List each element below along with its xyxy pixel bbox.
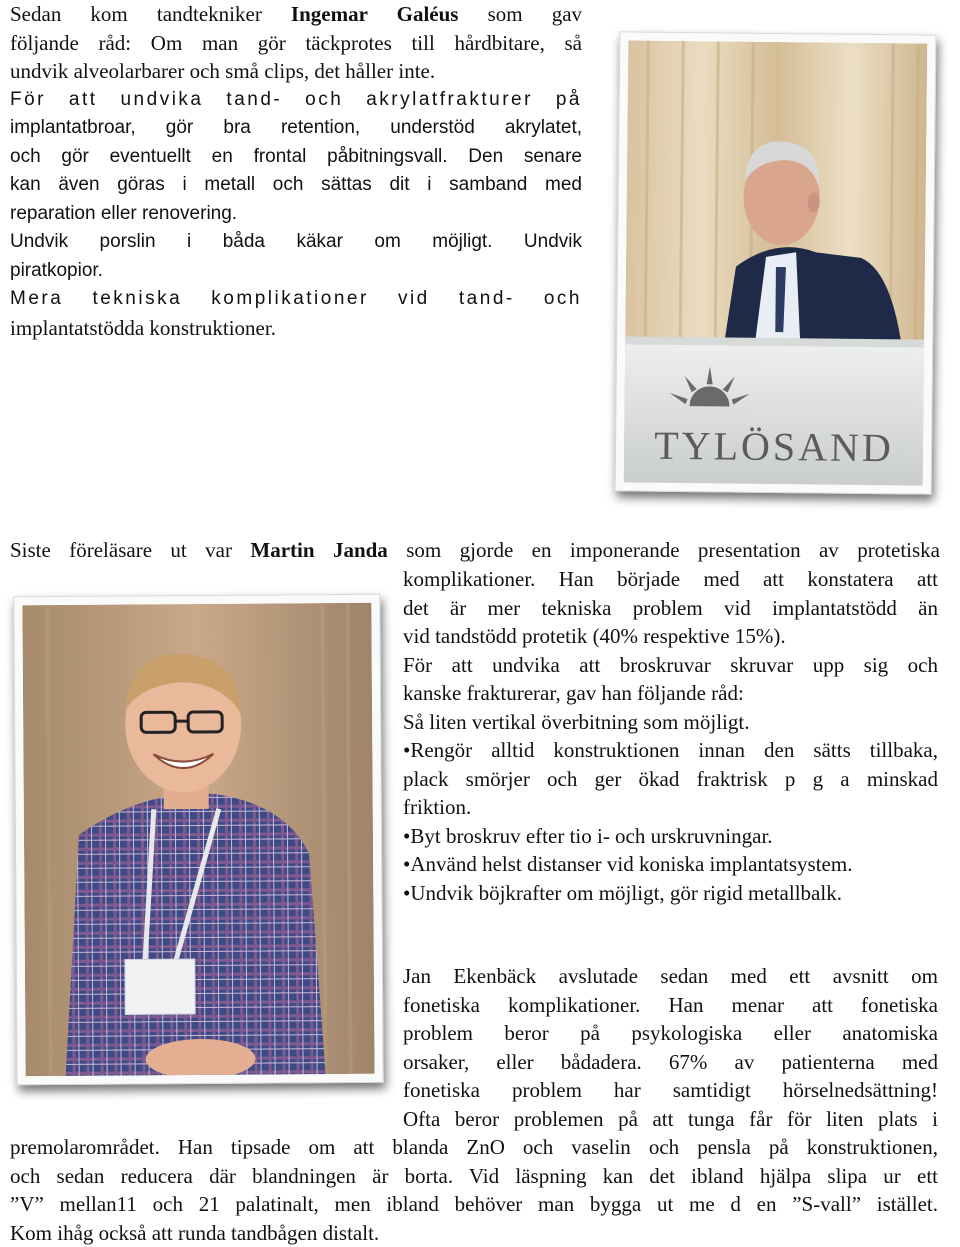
bullet-item-continuation: friktion. [403,793,938,822]
ekenback-line: premolarområdet. Han tipsade om att blanda ZnO och vaselin och pensla på konstruktionen, [10,1133,938,1162]
bullet-item-continuation: plack smörjer och ger ökad fraktrisk p g a minskad [403,765,938,794]
ekenback-line: och sedan reducera där blandningen är borta. Vid läspning kan det ibland hjälpa slipa ur ett [10,1162,938,1191]
bullet-item: •Byt broskruv efter tio i- och urskruvningar. [403,822,938,851]
janda-line: vid tandstödd protetik (40% respektive 15%). [403,622,938,651]
intro-line: följande råd: Om man gör täckprotes till hårdbitare, så [10,29,582,58]
bullet-item: •Rengör alltid konstruktionen innan den sätts tillbaka, [403,736,938,765]
janda-line: Så liten vertikal överbitning som möjligt. [403,708,938,737]
intro-line: kan även göras i metall och sättas dit i samband med [10,171,582,200]
intro-line: implantatstödda konstruktioner. [10,314,582,343]
intro-line: Sedan kom tandtekniker Ingemar Galéus som gav [10,0,582,29]
intro-line: Mera tekniska komplikationer vid tand- och [10,285,582,314]
podium-sign-text: TYLÖSAND [654,423,894,471]
intro-line: och gör eventuellt en frontal påbitningsvall. Den senare [10,143,582,172]
ekenback-line: Jan Ekenbäck avslutade sedan med ett avsnitt om [403,962,938,991]
ekenback-line: Kom ihåg också att runda tandbågen distalt. [10,1219,938,1247]
speaker-name-janda: Martin Janda [250,538,387,562]
intro-line: reparation eller renovering. [10,200,582,229]
ekenback-line: fonetiska komplikationer. Han menar att fonetiska [403,991,938,1020]
intro-line: undvik alveolarbarer och små clips, det håller inte. [10,57,582,86]
speaker-podium-illustration [624,40,928,485]
speaker-photo-podium [615,31,937,494]
intro-paragraph [10,0,582,342]
presenter-illustration [22,603,374,1076]
ekenback-line: fonetiska problem har samtidigt hörselnedsättning! [403,1076,938,1105]
ekenback-paragraph [403,962,938,1133]
intro-line: För att undvika tand- och akrylatfrakturer på [10,86,582,115]
janda-intro-line: Siste föreläsare ut var Martin Janda som gjorde en imponerande presentation av protetiska [10,536,940,565]
janda-line: För att undvika att broskruvar skruvar upp sig och [403,651,938,680]
speaker-photo-presenter [13,594,383,1086]
intro-line: implantatbroar, gör bra retention, understöd akrylatet, [10,114,582,143]
bullet-item: •Använd helst distanser vid koniska implantatsystem. [403,850,938,879]
intro-line: Undvik porslin i båda käkar om möjligt. Undvik [10,228,582,257]
janda-line: kanske frakturerar, gav han följande råd: [403,679,938,708]
bullet-item: •Undvik böjkrafter om möjligt, gör rigid metallbalk. [403,879,938,908]
janda-paragraph [403,565,938,907]
ekenback-line: orsaker, eller bådadera. 67% av patienterna med [403,1048,938,1077]
ekenback-line: ”V” mellan11 och 21 palatinalt, men ibland behöver man bygga ut me d en ”S-vall” istället. [10,1190,938,1219]
ekenback-line: Ofta beror problemen på att tunga får för liten plats i [403,1105,938,1134]
ekenback-paragraph-continued [10,1133,938,1247]
janda-line: komplikationer. Han började med att konstatera att [403,565,938,594]
janda-line: det är mer tekniska problem vid implantatstödd än [403,594,938,623]
intro-line: piratkopior. [10,257,582,286]
ekenback-line: problem beror på psykologiska eller anatomiska [403,1019,938,1048]
speaker-name-galeus: Ingemar Galéus [291,2,459,26]
